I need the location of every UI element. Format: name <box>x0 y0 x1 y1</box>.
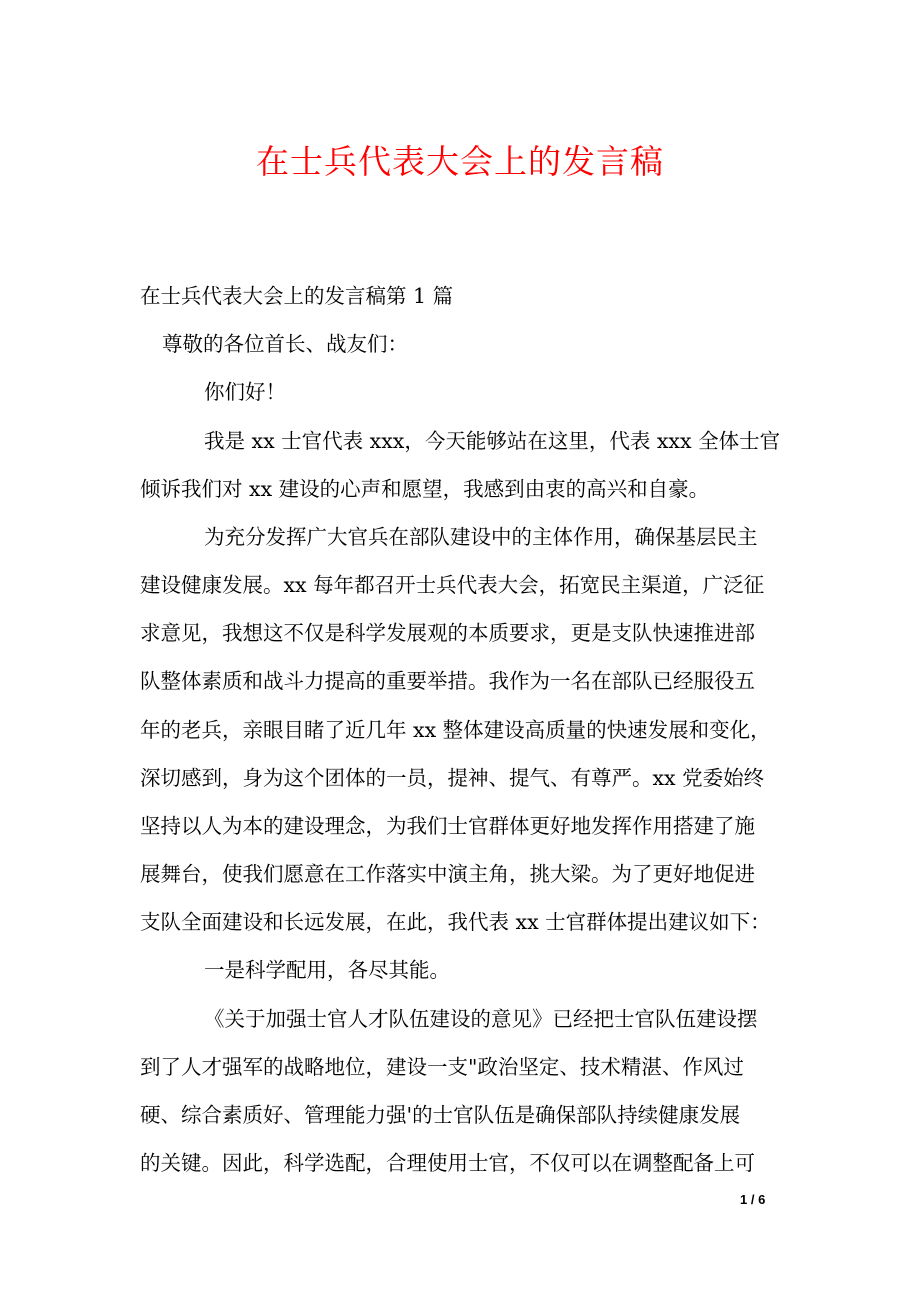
body-line: 支队全面建设和长远发展，在此，我代表 xx 士官群体提出建议如下： <box>140 910 771 934</box>
body-line: 倾诉我们对 xx 建设的心声和愿望，我感到由衷的高兴和自豪。 <box>140 477 710 501</box>
body-line: 到了人才强军的战略地位，建设一支"政治坚定、技术精湛、作风过 <box>140 1055 744 1079</box>
body-line: 为充分发挥广大官兵在部队建设中的主体作用，确保基层民主 <box>204 525 758 549</box>
body-line: 我是 xx 士官代表 xxx，今天能够站在这里，代表 xxx 全体士官 <box>204 429 781 453</box>
body-line: 年的老兵，亲眼目睹了近几年 xx 整体建设高质量的快速发展和变化， <box>140 718 771 742</box>
body-line: 的关键。因此，科学选配，合理使用士官，不仅可以在调整配备上可 <box>140 1151 755 1175</box>
body-line: 队整体素质和战斗力提高的重要举措。我作为一名在部队已经服役五 <box>140 669 755 693</box>
body-line: 深切感到，身为这个团体的一员，提神、提气、有尊严。xx 党委始终 <box>140 766 765 790</box>
body-line: 求意见，我想这不仅是科学发展观的本质要求，更是支队快速推进部 <box>140 621 755 645</box>
body-line: 《关于加强士官人才队伍建设的意见》已经把士官队伍建设摆 <box>204 1007 758 1031</box>
body-line: 你们好！ <box>204 380 286 404</box>
body-line: 硬、综合素质好、管理能力强'的士官队伍是确保部队持续健康发展 <box>140 1103 741 1127</box>
body-line: 坚持以人为本的建设理念，为我们士官群体更好地发挥作用搭建了施 <box>140 814 755 838</box>
body-line: 展舞台，使我们愿意在工作落实中演主角，挑大梁。为了更好地促进 <box>140 862 755 886</box>
body-line: 一是科学配用，各尽其能。 <box>204 958 450 982</box>
document-title: 在士兵代表大会上的发言稿 <box>256 142 664 181</box>
page-number: 1 / 6 <box>740 1192 766 1207</box>
body-line: 尊敬的各位首长、战友们： <box>162 332 408 356</box>
body-line: 建设健康发展。xx 每年都召开士兵代表大会，拓宽民主渠道，广泛征 <box>140 573 765 597</box>
body-line: 在士兵代表大会上的发言稿第 1 篇 <box>140 284 454 308</box>
